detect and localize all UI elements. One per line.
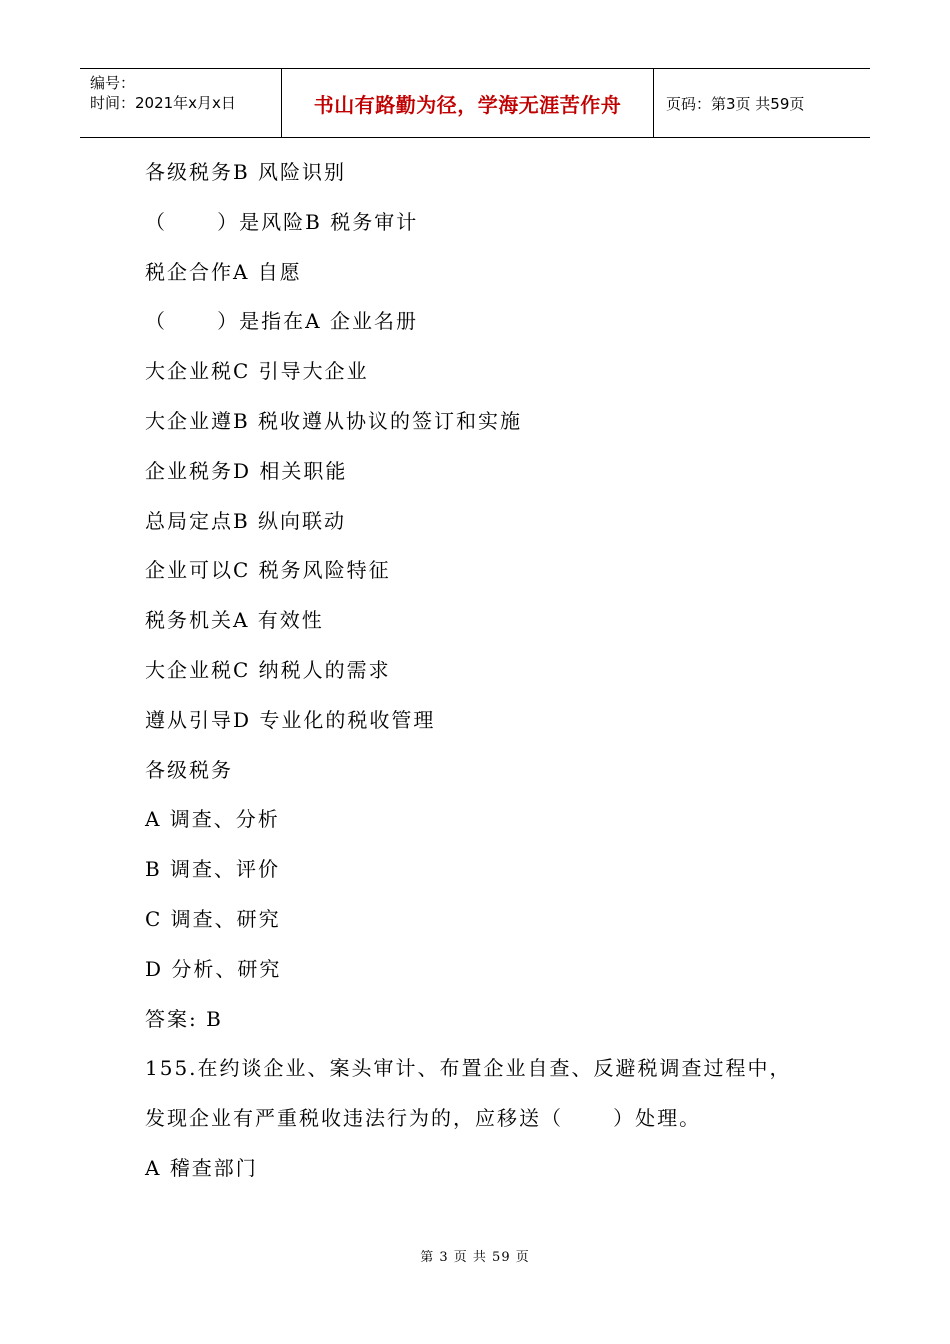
text-line: 大企业税C 引导大企业 (145, 359, 369, 384)
header-meta (80, 69, 282, 137)
text-line: C 调查、研究 (145, 906, 281, 931)
text-line: 发现企业有严重税收违法行为的，应移送（ ）处理。 (145, 1106, 702, 1131)
text-line: 税企合作A 自愿 (145, 259, 302, 284)
text-line: 各级税务 (145, 757, 233, 782)
text-line: A 调查、分析 (145, 807, 280, 832)
text-line: 企业税务D 相关职能 (145, 458, 348, 483)
text-line: 遵从引导D 专业化的税收管理 (145, 707, 436, 732)
text-line: 企业可以C 税务风险特征 (145, 558, 391, 583)
text-line: 155.在约谈企业、案头审计、布置企业自查、反避税调查过程中， (145, 1056, 792, 1081)
text-line: 各级税务B 风险识别 (145, 160, 347, 184)
text-line: 大企业遵B 税收遵从协议的签订和实施 (145, 408, 523, 433)
text-line: （ ）是风险B 税务审计 (145, 209, 419, 234)
document-body (145, 152, 865, 1198)
text-line: 总局定点B 纵向联动 (145, 508, 347, 533)
document-number-label: 编号： (90, 74, 136, 92)
document-time-label: 时间：2021年x月x日 (90, 94, 236, 112)
text-line: 税务机关A 有效性 (145, 608, 324, 633)
header-motto: 书山有路勤为径，学海无涯苦作舟 (282, 69, 654, 137)
text-line: 大企业税C 纳税人的需求 (145, 657, 391, 682)
header-page-info: 页码：第3页 共59页 (666, 94, 805, 113)
text-line: （ ）是指在A 企业名册 (145, 309, 418, 334)
text-line: 答案: B (145, 1006, 223, 1031)
text-line: B 调查、评价 (145, 857, 281, 882)
text-line: A 稽查部门 (145, 1155, 258, 1180)
text-line: D 分析、研究 (145, 956, 282, 981)
page-header (80, 68, 870, 138)
page-footer: 第 3 页 共 59 页 (420, 1250, 530, 1265)
